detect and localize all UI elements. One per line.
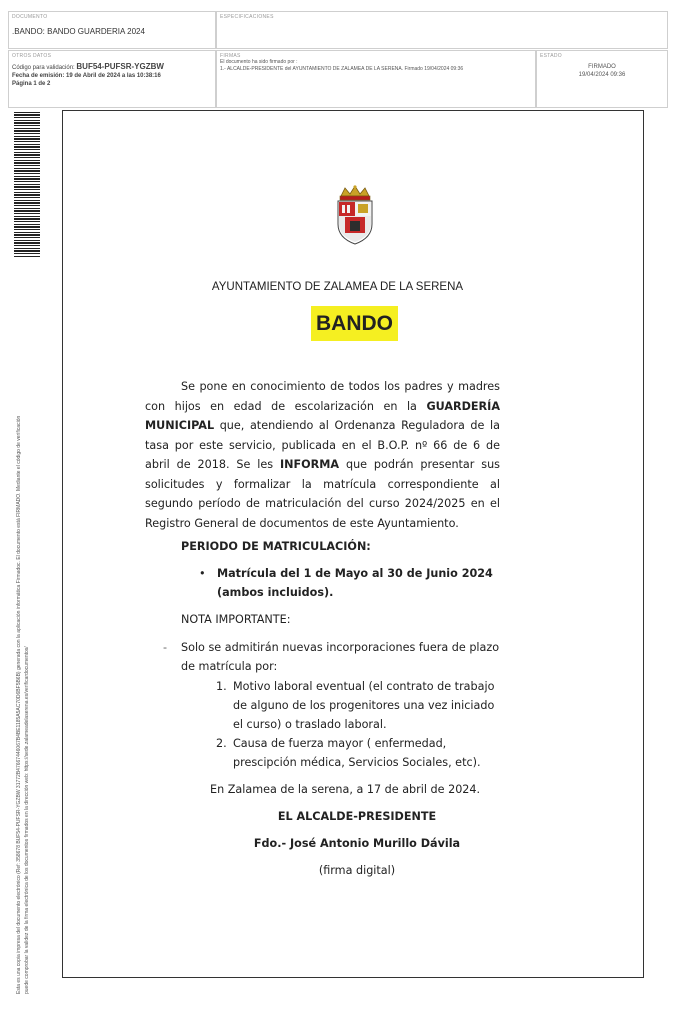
fecha-emision: Fecha de emisión: 19 de Abril de 2024 a las 10:38:16 [12,73,161,79]
nota-heading: NOTA IMPORTANTE: [181,613,291,626]
item-1-line-1: Motivo laboral eventual (el contrato de trabajo [233,680,495,693]
firmas-line-1: El documento ha sido firmado por : [220,59,298,65]
coat-of-arms-icon [331,184,379,246]
otros-datos-label: OTROS DATOS [12,53,52,59]
estado-label: ESTADO [540,53,562,59]
firmas-line-2: 1.- ALCALDE-PRESIDENTE del AYUNTAMIENTO DE ZALAMEA DE LA SERENA. Firmado 19/04/2024 09:36 [220,66,464,72]
documento-label: DOCUMENTO [12,14,48,20]
para-text-1: Se pone en conocimiento de todos los padres y madres con hijos en edad de escolarización en la [145,380,500,413]
nota-line-2: de matrícula por: [181,660,278,673]
documento-value: .BANDO: BANDO GUARDERIA 2024 [12,27,145,36]
firma-digital-note: (firma digital) [318,864,396,877]
codigo-value: BUF54-PUFSR-YGZBW [76,62,164,71]
para-bold-guarderia: GUARDERÍA MUNICIPAL [145,399,500,432]
verification-text-2: puede comprobar la validez de la firma electrónica de los documentos firmados en la dirección web: https://sede.zalameadelaserena.es/verificardocumentos/ [24,646,30,994]
verification-text-1: Esta es una copia impresa del documento electrónico (Ref: 358678 BUF54-PUFSR-YGZBW 31772B47667446067B4BE1185A5AC70D6BF5B6B) generada con la aplicación informática Firmadoc. El documento está FIRMADO. Mediante el código de verificación [16,415,22,994]
nota-line-1: Solo se admitirán nuevas incorporaciones fuera de plazo [181,641,500,654]
institution-title: AYUNTAMIENTO DE ZALAMEA DE LA SERENA [211,281,464,293]
para-text-2: que, atendiendo al Ordenanza Reguladora de la tasa por este servicio, publicada en el B.O.P. nº 66 de 6 de abril de 2018. Se les [145,419,500,471]
especificaciones-label: ESPECIFICACIONES [220,14,274,20]
para-bold-informa: INFORMA [280,458,340,471]
item-1-line-2: de alguno de los progenitores una vez iniciado [233,699,495,712]
periodo-heading: PERIODO DE MATRICULACIÓN: [181,540,371,553]
nota-dash: - [163,641,168,654]
header-especificaciones-box [216,11,668,49]
header-otros-datos-box [8,50,216,108]
item-2-number: 2. [216,737,227,750]
header-firmas-box [216,50,536,108]
codigo-label: Código para validación: [12,65,75,71]
firmas-label: FIRMAS [220,53,241,59]
para-text-3: que podrán presentar sus solicitudes y formalizar la matrícula correspondiente al segundo período de matriculación del curso 2024/2025 en el Registro General de documentos de este Ayuntamiento. [145,458,501,530]
header-documento-box [8,11,216,49]
barcode [14,112,40,257]
estado-value: FIRMADO [588,64,616,70]
place-and-date: En Zalamea de la serena, a 17 de abril de 2024. [210,783,481,796]
signer-name: Fdo.- José Antonio Murillo Dávila [253,837,461,850]
pagina-indicator: Página 1 de 2 [12,81,51,87]
periodo-line-1: Matrícula del 1 de Mayo al 30 de Junio 2024 [217,567,493,580]
item-2-line-2: prescipción médica, Servicios Sociales, etc). [233,756,481,769]
periodo-line-2: (ambos incluidos). [217,586,334,599]
estado-date: 19/04/2024 09:36 [578,72,626,78]
signer-title: EL ALCALDE-PRESIDENTE [277,810,437,823]
item-1-line-3: el curso) o traslado laboral. [233,718,387,731]
item-2-line-1: Causa de fuerza mayor ( enfermedad, [233,737,447,750]
periodo-bullet: • [199,567,206,580]
main-paragraph [145,377,500,533]
item-1-number: 1. [216,680,227,693]
document-title-bando: BANDO [311,306,398,341]
header-estado-box [536,50,668,108]
